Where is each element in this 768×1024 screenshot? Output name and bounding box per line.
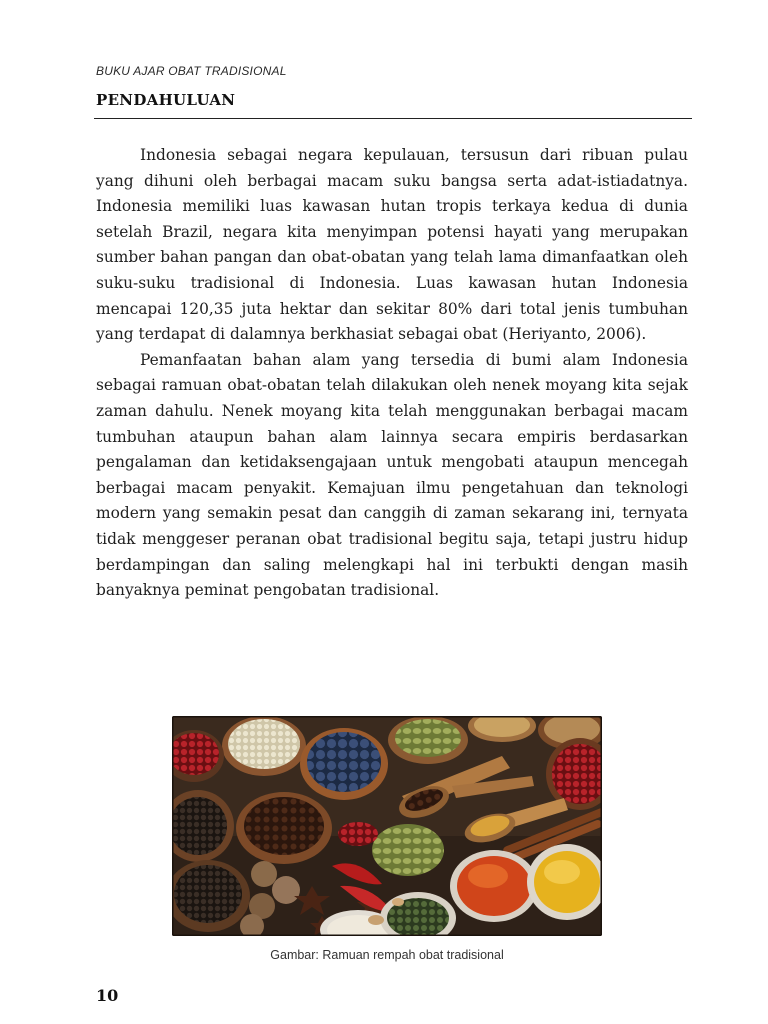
page-number: 10 [96, 986, 119, 1005]
section-title: PENDAHULUAN [96, 91, 236, 109]
figure-caption: Gambar: Ramuan rempah obat tradisional [270, 948, 504, 962]
body-text [96, 143, 688, 604]
paragraph-1: Indonesia sebagai negara kepulauan, tersusun dari ribuan pulau yang dihuni oleh berbagai macam suku bangsa serta adat-istiadatnya. Indonesia memiliki luas kawasan hutan tropis terkaya kedua di dunia setelah Brazil, negara kita menyimpan potensi hayati yang merupakan sumber bahan pangan dan obat-obatan yang telah lama dimanfaatkan oleh suku-suku tradisional di Indonesia. Luas kawasan hutan Indonesia mencapai 120,35 juta hektar dan sekitar 80% dari total jenis tumbuhan yang terdapat di dalamnya berkhasiat sebagai obat (Heriyanto, 2006). [96, 146, 688, 344]
running-head: BUKU AJAR OBAT TRADISIONAL [96, 64, 287, 78]
paragraph-2: Pemanfaatan bahan alam yang tersedia di bumi alam Indonesia sebagai ramuan obat-obatan telah dilakukan oleh nenek moyang kita sejak zaman dahulu. Nenek moyang kita telah menggunakan berbagai macam tumbuhan ataupun bahan alam lainnya secara empiris berdasarkan pengalaman dan ketidaksengajaan untuk mengobati ataupun mencegah berbagai macam penyakit. Kemajuan ilmu pengetahuan dan teknologi modern yang semakin pesat dan canggih di zaman sekarang ini, ternyata tidak menggeser peranan obat tradisional begitu saja, tetapi justru hidup berdampingan dan saling melengkapi hal ini terbukti dengan masih banyaknya peminat pengobatan tradisional. [96, 350, 688, 600]
header-rule [94, 118, 692, 119]
spices-photo [172, 716, 602, 936]
